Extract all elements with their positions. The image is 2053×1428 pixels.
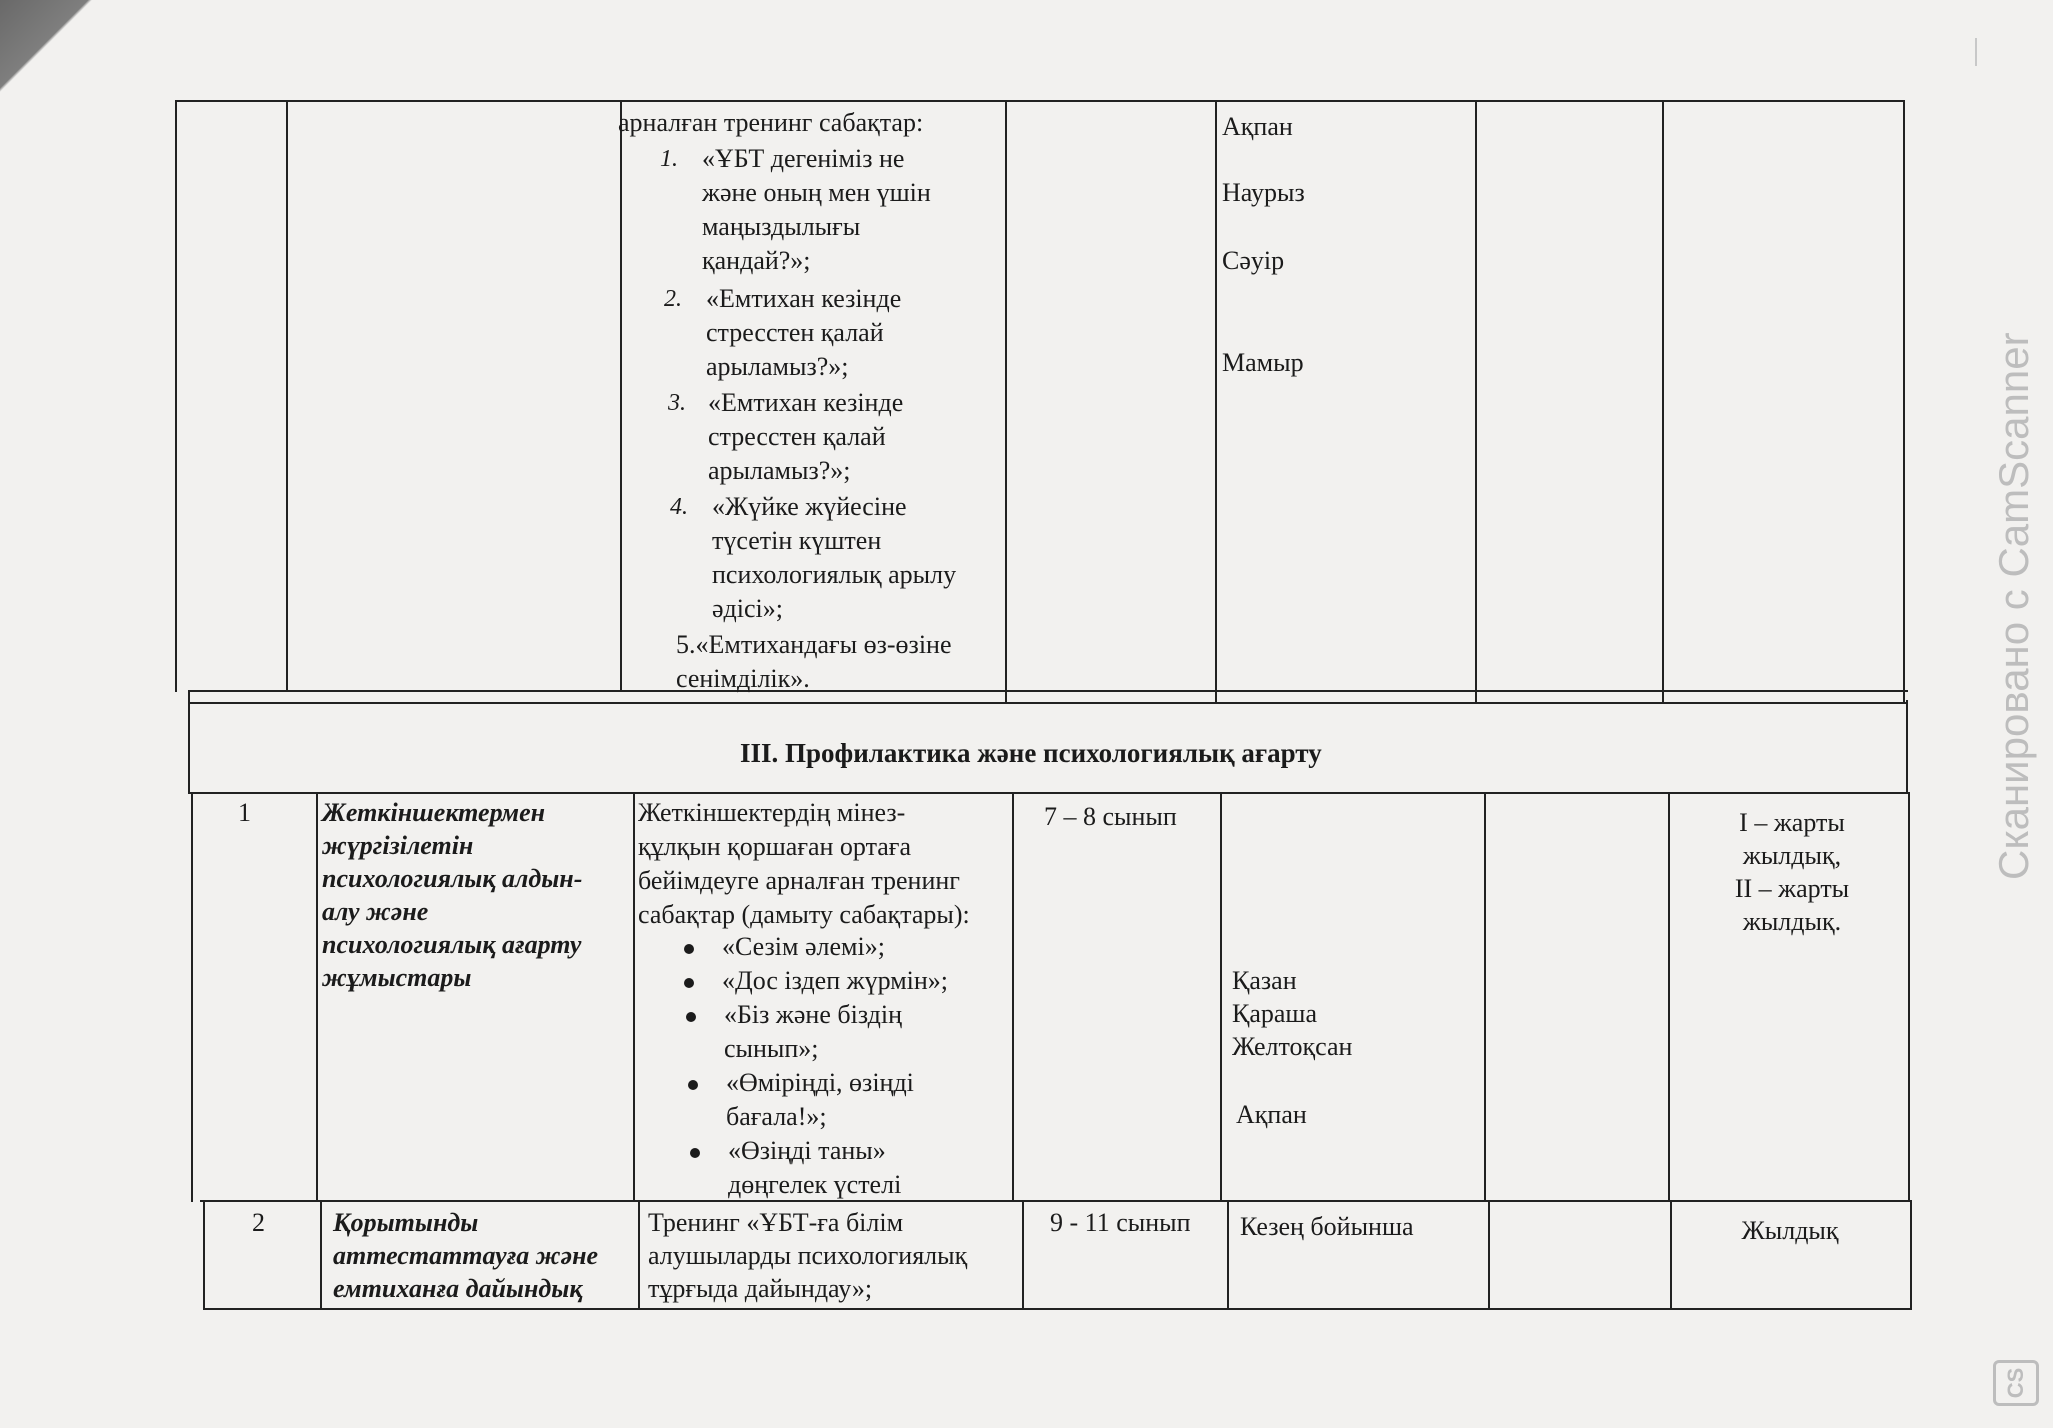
training-item-4: «Жүйке жүйесіне түсетін күштен психологиялық арылу әдісі»; <box>712 492 957 623</box>
col-border <box>1668 792 1670 1202</box>
col-border <box>638 1200 640 1310</box>
grade-label: 7 – 8 сынып <box>1044 802 1177 831</box>
training-intro: арналған тренинг сабақтар: <box>618 108 924 137</box>
row2-title: Қорытынды аттестаттауға және емтиханға дайындық <box>333 1208 599 1303</box>
col-border <box>1484 792 1486 1202</box>
bullet-icon <box>684 944 694 954</box>
col-border <box>1012 792 1014 1202</box>
bullet-item: «Біз және біздің сынып»; <box>724 1000 903 1063</box>
item-number: 1. <box>660 146 678 172</box>
bullet-icon <box>686 1012 696 1022</box>
month-label: Ақпан <box>1222 112 1293 141</box>
row-number: 1 <box>238 798 251 827</box>
camscanner-logo-icon: CS <box>1993 1360 2039 1406</box>
row-divider <box>188 690 1908 692</box>
table-bottom-border <box>205 1308 1912 1310</box>
report-period: І – жарты жылдық, ІІ – жарты жылдық. <box>1734 808 1850 936</box>
row2-description: Тренинг «ҰБТ-ға білім алушыларды психологиялық тұрғыда дайындау»; <box>648 1208 968 1303</box>
col-border <box>1906 700 1908 794</box>
row1-description: Жеткіншектердің мінез- құлқын қоршаған ортаға бейімдеуге арналған тренинг сабақтар (дамыту сабақтары): <box>638 798 970 929</box>
training-item-2: «Емтихан кезінде стресстен қалай арыламыз?»; <box>706 284 902 381</box>
training-item-3: «Емтихан кезінде стресстен қалай арыламыз?»; <box>708 388 904 485</box>
bullet-icon <box>684 978 694 988</box>
period-label: Кезең бойынша <box>1240 1212 1414 1241</box>
row-divider <box>200 1200 1912 1202</box>
col-border <box>1488 1200 1490 1310</box>
col-border <box>1910 1200 1912 1310</box>
row1-months: Қазан Қараша Желтоқсан <box>1232 966 1353 1061</box>
row-divider <box>190 792 1908 794</box>
col-border <box>1908 792 1910 1202</box>
col-border <box>1903 100 1905 702</box>
month-label: Мамыр <box>1222 348 1304 377</box>
col-border <box>1005 100 1007 702</box>
col-border <box>188 690 190 794</box>
section-heading: III. Профилактика және психологиялық ағарту <box>740 738 1322 768</box>
grade-label: 9 - 11 сынып <box>1050 1208 1191 1237</box>
col-border <box>633 792 635 1202</box>
row1-title: Жеткіншектермен жүргізілетін психологиялық алдын- алу және психологиялық ағарту жұмыстары <box>322 798 583 992</box>
month-label: Ақпан <box>1236 1100 1307 1129</box>
item-number: 2. <box>664 286 682 312</box>
item-number: 3. <box>668 390 686 416</box>
bullet-item: «Сезім әлемі»; <box>722 932 885 961</box>
col-border <box>1662 100 1664 702</box>
col-border <box>175 100 177 692</box>
report-period: Жылдық <box>1741 1216 1839 1245</box>
bullet-item: «Өзіңді таны» дөңгелек үстелі <box>728 1136 902 1199</box>
bullet-icon <box>688 1080 698 1090</box>
col-border <box>203 1200 205 1310</box>
training-item-5: 5.«Емтихандағы өз-өзіне сенімділік». <box>676 630 952 693</box>
bullet-item: «Өміріңді, өзіңді бағала!»; <box>726 1068 914 1131</box>
col-border <box>320 1200 322 1310</box>
col-border <box>1227 1200 1229 1310</box>
bullet-item: «Дос іздеп жүрмін»; <box>722 966 949 995</box>
bullet-icon <box>690 1148 700 1158</box>
training-item-1: «ҰБТ дегеніміз не және оның мен үшін маңыздылығы қандай?»; <box>702 144 931 275</box>
col-border <box>316 792 318 1202</box>
month-label: Наурыз <box>1222 178 1305 207</box>
row-divider <box>188 702 1908 704</box>
scanner-watermark: Сканировано с CamScanner <box>1990 332 2037 880</box>
col-border <box>191 792 193 1202</box>
row-number: 2 <box>252 1208 265 1237</box>
col-border <box>1220 792 1222 1202</box>
col-border <box>1475 100 1477 702</box>
item-number: 4. <box>670 494 688 520</box>
col-border <box>620 100 622 692</box>
col-border <box>1215 100 1217 702</box>
col-border <box>286 100 288 692</box>
table-top-border <box>175 100 1905 102</box>
col-border <box>1022 1200 1024 1310</box>
month-label: Сәуір <box>1222 246 1285 275</box>
